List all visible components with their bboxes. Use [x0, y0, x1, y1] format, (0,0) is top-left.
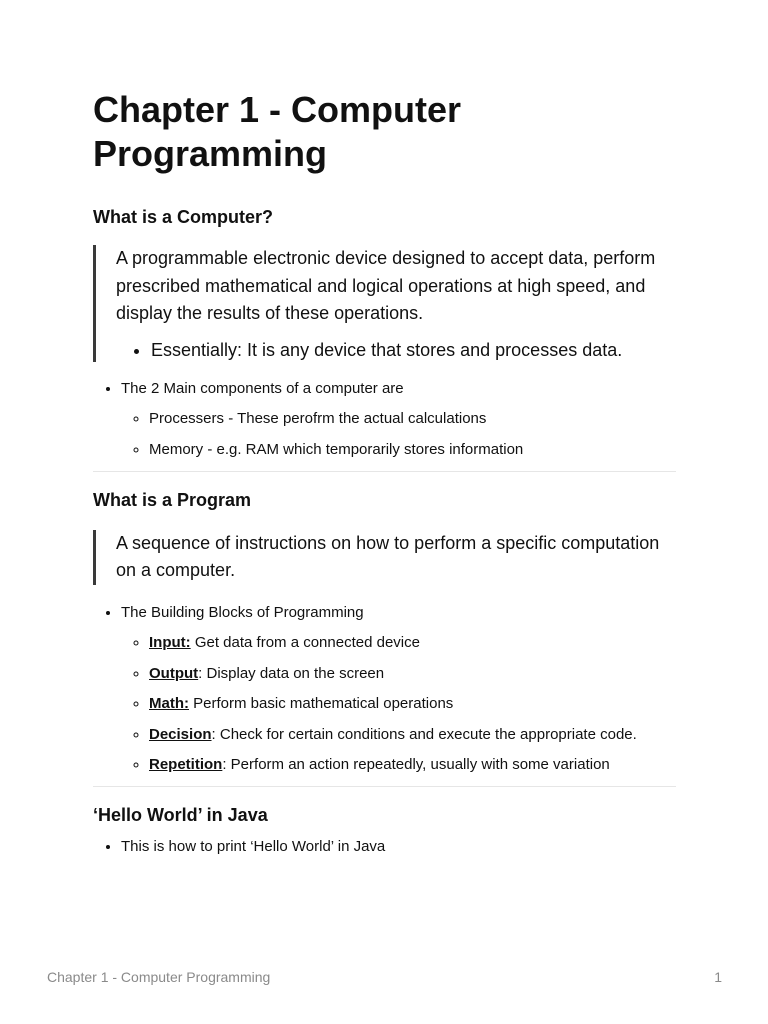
term-output: Output	[149, 664, 199, 682]
term-repetition: Repetition	[149, 756, 223, 773]
term-decision: Decision	[149, 725, 212, 743]
building-blocks-list	[93, 604, 676, 775]
footer-title: Chapter 1 - Computer Programming	[47, 969, 271, 985]
sub-list-item	[149, 665, 676, 683]
components-list	[93, 380, 676, 459]
definition-quote-program	[93, 530, 676, 585]
section-divider	[93, 471, 676, 472]
term-input: Input:	[149, 634, 191, 651]
term-math: Math:	[149, 695, 189, 712]
sub-list-item	[149, 695, 676, 713]
page-number: 1	[714, 969, 722, 985]
hello-world-list	[93, 838, 676, 856]
section-heading-computer: What is a Computer?	[93, 207, 274, 227]
term-description: Get data from a connected device	[190, 634, 420, 651]
term-description: : Display data on the screen	[198, 664, 385, 682]
list-item-text: The 2 Main components of a computer are	[121, 379, 404, 397]
sub-list	[121, 410, 676, 459]
quote-list	[116, 338, 676, 362]
term-description: Perform basic mathematical operations	[189, 695, 454, 712]
section-divider	[93, 786, 676, 787]
page-title: Chapter 1 - Computer Programming	[93, 89, 462, 174]
sub-list-item: ◦ Processers - These perofrm the actual calculations	[149, 410, 676, 428]
list-item	[121, 380, 676, 459]
quote-text: A programmable electronic device designed to accept data, perform prescribed mathematical and logical operations at high speed, and display the results of these operations.	[116, 248, 656, 323]
sub-list-item	[149, 726, 676, 744]
sub-list-item: ◦ Memory - e.g. RAM which temporarily stores information	[149, 441, 676, 459]
quote-list-item: • Essentially: It is any device that stores and processes data.	[151, 338, 676, 362]
sub-list-item	[149, 634, 676, 652]
quote-text: A sequence of instructions on how to perform a specific computation on a computer.	[116, 532, 660, 580]
list-item-text: The Building Blocks of Programming	[121, 603, 364, 621]
definition-quote-computer	[93, 245, 676, 362]
document-page	[93, 88, 676, 856]
section-heading-hello-world: ‘Hello World’ in Java	[93, 805, 268, 825]
sub-list-item	[149, 756, 676, 774]
list-item	[121, 604, 676, 775]
sub-list	[121, 634, 676, 774]
list-item: • This is how to print ‘Hello World’ in Java	[121, 838, 676, 856]
term-description: : Check for certain conditions and execute the appropriate code.	[211, 725, 637, 743]
section-heading-program: What is a Program	[93, 489, 252, 510]
term-description: : Perform an action repeatedly, usually with some variation	[222, 756, 610, 773]
